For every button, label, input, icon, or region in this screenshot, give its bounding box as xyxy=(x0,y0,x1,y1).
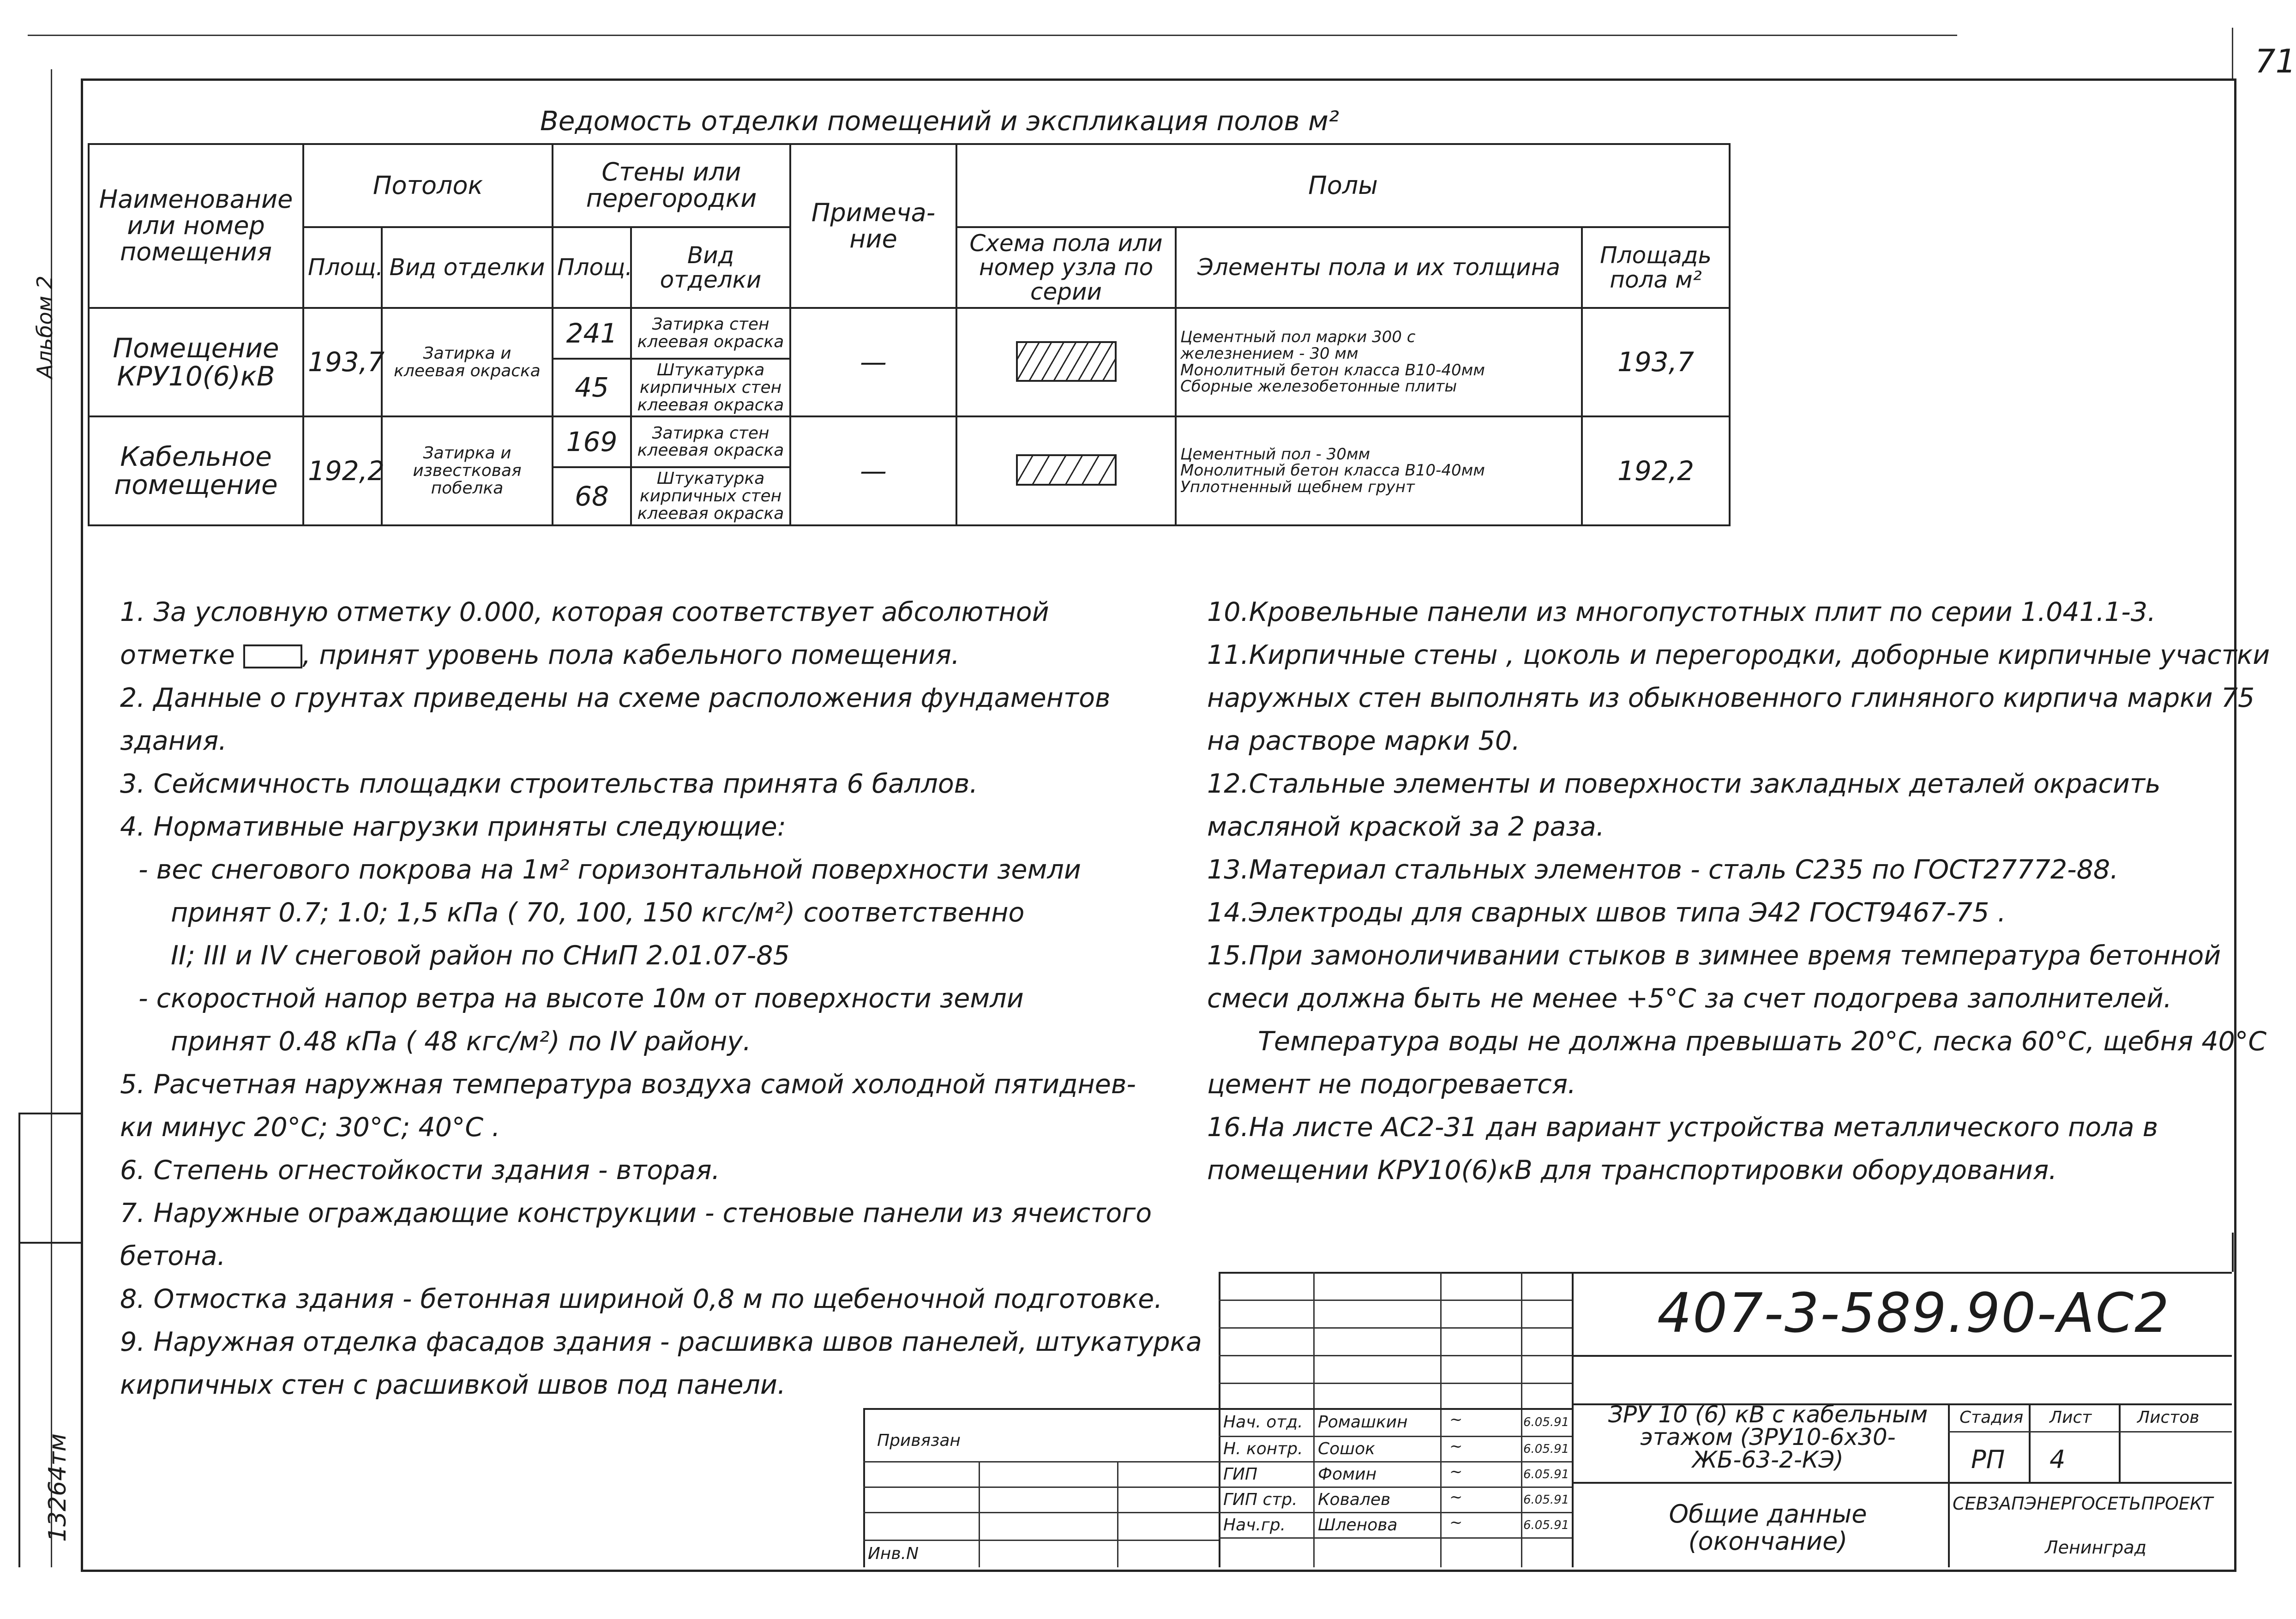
stamp-sheet-col xyxy=(2029,1403,2031,1482)
project-name: ЗРУ 10 (6) кВ с кабельным этажом (ЗРУ10-6х30-ЖБ-63-2-КЭ) xyxy=(1608,1401,1928,1473)
sig-col-3 xyxy=(1521,1272,1522,1567)
header-ceiling-finish: Вид отделки xyxy=(382,227,553,308)
finishing-schedule xyxy=(88,143,1729,526)
top-rule xyxy=(28,35,1957,36)
header-floor-elements: Элементы пола и их толщина xyxy=(1176,227,1582,308)
sig-col-2 xyxy=(1440,1272,1442,1567)
floor-element-line: Цементный пол марки 300 с xyxy=(1180,328,1416,347)
note-line: 13.Материал стальных элементов - сталь С235 по ГОСТ27772-88. xyxy=(1207,855,2119,885)
privyazan-row xyxy=(863,1487,1219,1488)
stamp-left xyxy=(1219,1272,1220,1567)
role-label: ГИП стр. xyxy=(1223,1490,1298,1509)
header-floor-area: Площадь пола м² xyxy=(1582,227,1730,308)
wall-finish: Затирка стен клеевая окраска xyxy=(631,416,790,467)
wall-area: 68 xyxy=(553,467,631,525)
table-row xyxy=(89,416,1730,467)
note-line: кирпичных стен с расшивкой швов под панели. xyxy=(120,1370,786,1400)
stamp-h4 xyxy=(1572,1482,1948,1484)
note-prefix: отметке xyxy=(120,640,235,670)
header-note: Примеча-ние xyxy=(790,144,956,308)
note-line: 15.При замоноличивании стыков в зимнее время температура бетонной xyxy=(1207,940,2221,971)
sheets-label: Листов xyxy=(2137,1408,2200,1427)
wall-finish: Штукатурка кирпичных стен клеевая окраска xyxy=(631,467,790,525)
role-label: Н. контр. xyxy=(1223,1439,1303,1458)
stamp-h3 xyxy=(1948,1482,2232,1484)
inventory-number: 13264тм xyxy=(44,1433,72,1542)
sig-row xyxy=(1219,1436,1572,1437)
sign-date: 6.05.91 xyxy=(1523,1415,1569,1429)
note-line: 5. Расчетная наружная температура воздуха самой холодной пятиднев- xyxy=(120,1069,1136,1100)
floor-element-line: Сборные железобетонные плиты xyxy=(1180,377,1457,396)
person-name: Шленова xyxy=(1318,1516,1398,1535)
wall-area: 241 xyxy=(553,308,631,359)
sig-row xyxy=(1219,1487,1572,1488)
person-name: Ромашкин xyxy=(1318,1413,1408,1432)
header-ceiling: Потолок xyxy=(303,144,553,227)
wall-area: 169 xyxy=(553,416,631,467)
note-line: 6. Степень огнестойкости здания - вторая. xyxy=(120,1155,720,1186)
note-line: 4. Нормативные нагрузки приняты следующие: xyxy=(120,812,786,842)
note-line: 9. Наружная отделка фасадов здания - расшивка швов панелей, штукатурка xyxy=(120,1327,1202,1357)
floor-element-line: Цементный пол - 30мм xyxy=(1180,445,1370,463)
stamp-corner xyxy=(2232,1233,2234,1272)
header-wall-area: Площ. xyxy=(553,227,631,308)
privyazan-row xyxy=(863,1540,1219,1541)
note-line: II; III и IV снеговой район по СНиП 2.01.07-85 xyxy=(171,940,790,971)
wall-finish: Затирка стен клеевая окраска xyxy=(631,308,790,359)
note-line: бетона. xyxy=(120,1241,226,1271)
page-number: 71 xyxy=(2255,42,2296,80)
left-strip-box-left xyxy=(18,1113,20,1567)
note-line: 2. Данные о грунтах приведены на схеме расположения фундаментов xyxy=(120,683,1111,713)
sign-date: 6.05.91 xyxy=(1523,1493,1569,1507)
floor-hatch-icon xyxy=(1016,454,1117,486)
sig-row xyxy=(1219,1327,1572,1329)
role-label: ГИП xyxy=(1223,1465,1258,1484)
header-floor-scheme: Схема пола или номер узла по серии xyxy=(956,227,1176,308)
ceiling-finish: Затирка и известковая побелка xyxy=(382,416,553,525)
stamp-right-col xyxy=(1572,1272,1574,1567)
floor-element-line: Монолитный бетон класса В10-40мм xyxy=(1180,361,1485,379)
sign-date: 6.05.91 xyxy=(1523,1518,1569,1532)
page-number-box-left xyxy=(2232,28,2233,78)
left-strip-box-mid xyxy=(18,1242,81,1244)
stage-label: Стадия xyxy=(1959,1408,2024,1427)
notes-right xyxy=(1207,591,2270,1192)
sig-row xyxy=(1219,1461,1572,1463)
note-line: принят 0.7; 1.0; 1,5 кПа ( 70, 100, 150 кгс/м²) соответственно xyxy=(171,897,1025,928)
note-line: 11.Кирпичные стены , цоколь и перегородки, доборные кирпичные участки xyxy=(1207,640,2270,670)
ceiling-finish: Затирка и клеевая окраска xyxy=(382,308,553,416)
note-line: принят 0.48 кПа ( 48 кгс/м²) по IV району. xyxy=(171,1026,751,1057)
privyazan-row xyxy=(863,1512,1219,1513)
note-line: - вес снегового покрова на 1м² горизонтальной поверхности земли xyxy=(138,855,1081,885)
header-ceiling-area: Площ. xyxy=(303,227,382,308)
header-walls: Стены или перегородки xyxy=(553,144,790,227)
signature: ~ xyxy=(1449,1463,1463,1481)
signature: ~ xyxy=(1449,1410,1463,1429)
sig-row xyxy=(1219,1383,1572,1384)
schedule-table xyxy=(88,143,1731,526)
floor-area: 192,2 xyxy=(1582,416,1730,525)
note-line: 14.Электроды для сварных швов типа Э42 ГОСТ9467-75 . xyxy=(1207,897,2006,928)
note-line: на растворе марки 50. xyxy=(1207,726,1521,756)
inventory-label: Инв.N xyxy=(868,1544,919,1563)
note-line: 10.Кровельные панели из многопустотных плит по серии 1.041.1-3. xyxy=(1207,597,2156,627)
note-line: помещении КРУ10(6)кВ для транспортировки оборудования. xyxy=(1207,1155,2057,1186)
stage-value: РП xyxy=(1971,1445,2005,1474)
note-line: 7. Наружные ограждающие конструкции - стеновые панели из ячеистого xyxy=(120,1198,1152,1228)
ceiling-area: 192,2 xyxy=(303,416,382,525)
wall-finish: Штукатурка кирпичных стен клеевая окраска xyxy=(631,359,790,416)
note-line: 1. За условную отметку 0.000, которая соответствует абсолютной xyxy=(120,597,1049,627)
sig-row xyxy=(1219,1300,1572,1301)
album-label: Альбом 2 xyxy=(32,275,57,379)
note-line: цемент не подогревается. xyxy=(1207,1069,1576,1100)
privyazan-col xyxy=(1117,1461,1118,1567)
sign-date: 6.05.91 xyxy=(1523,1468,1569,1481)
sheet-name: Общие данные (окончание) xyxy=(1669,1499,1867,1556)
note-line: здания. xyxy=(120,726,227,756)
floor-element-line: Монолитный бетон класса В10-40мм xyxy=(1180,461,1485,480)
header-wall-finish: Вид отделки xyxy=(631,227,790,308)
stamp-stage-row xyxy=(1948,1431,2232,1432)
note-line: 8. Отмостка здания - бетонная шириной 0,8 м по щебеночной подготовке. xyxy=(120,1284,1163,1314)
person-name: Фомин xyxy=(1318,1465,1377,1484)
stamp-code-bottom xyxy=(1572,1355,2232,1357)
floor-elements xyxy=(1176,308,1582,416)
signature: ~ xyxy=(1449,1488,1463,1506)
note-cell: — xyxy=(790,416,956,525)
floor-hatch-icon xyxy=(1016,341,1117,382)
privyazan-top xyxy=(863,1408,1219,1410)
sheet-value: 4 xyxy=(2050,1445,2066,1474)
floor-element-line: Уплотненный щебнем грунт xyxy=(1180,477,1415,496)
note-line: масляной краской за 2 раза. xyxy=(1207,812,1605,842)
left-strip-box-top xyxy=(18,1113,81,1114)
sig-row xyxy=(1219,1512,1572,1513)
note-line: ки минус 20°С; 30°С; 40°С . xyxy=(120,1112,500,1143)
signature: ~ xyxy=(1449,1513,1463,1532)
note-line: 12.Стальные элементы и поверхности закладных деталей окрасить xyxy=(1207,769,2161,799)
role-label: Нач. отд. xyxy=(1223,1413,1303,1432)
city: Ленинград xyxy=(2045,1537,2146,1558)
wall-area: 45 xyxy=(553,359,631,416)
floor-area: 193,7 xyxy=(1582,308,1730,416)
room-name: Кабельное помещение xyxy=(89,416,303,525)
signature: ~ xyxy=(1449,1437,1463,1456)
person-name: Сошок xyxy=(1318,1439,1375,1458)
note-line: Температура воды не должна превышать 20°С, песка 60°С, щебня 40°С xyxy=(1258,1026,2267,1057)
privyazan-label: Привязан xyxy=(877,1431,961,1450)
notes-left xyxy=(120,591,1202,1407)
privyazan-col xyxy=(979,1461,980,1567)
note-line: - скоростной напор ветра на высоте 10м от поверхности земли xyxy=(138,983,1024,1014)
role-label: Нач.гр. xyxy=(1223,1516,1286,1535)
floor-elements xyxy=(1176,416,1582,525)
note-line xyxy=(120,634,1202,677)
floor-scheme xyxy=(956,308,1176,416)
floor-scheme xyxy=(956,416,1176,525)
sign-date: 6.05.91 xyxy=(1523,1442,1569,1456)
organization: СЕВЗАПЭНЕРГОСЕТЬПРОЕКТ xyxy=(1953,1493,2213,1514)
sig-row xyxy=(1219,1537,1572,1539)
note-line: 3. Сейсмичность площадки строительства принята 6 баллов. xyxy=(120,769,978,799)
room-name: Помещение КРУ10(6)кВ xyxy=(89,308,303,416)
sig-row xyxy=(1219,1355,1572,1356)
note-line: 16.На листе АС2-31 дан вариант устройства металлического пола в xyxy=(1207,1112,2158,1143)
person-name: Ковалев xyxy=(1318,1490,1391,1509)
schedule-title: Ведомость отделки помещений и экспликация полов м² xyxy=(540,105,1340,137)
note-cell: — xyxy=(790,308,956,416)
note-cont: , принят уровень пола кабельного помещения. xyxy=(302,640,960,670)
note-line: смеси должна быть не менее +5°С за счет подогрева заполнителей. xyxy=(1207,983,2172,1014)
stamp-top xyxy=(1219,1272,2232,1274)
privyazan-row xyxy=(863,1461,1219,1463)
table-row xyxy=(89,308,1730,359)
sig-col-1 xyxy=(1313,1272,1315,1567)
floor-element-line: железнением - 30 мм xyxy=(1180,344,1358,363)
ceiling-area: 193,7 xyxy=(303,308,382,416)
stamp-name-col xyxy=(1948,1403,1950,1567)
sheet-label: Лист xyxy=(2050,1408,2092,1427)
note-line: наружных стен выполнять из обыкновенного глиняного кирпича марки 75 xyxy=(1207,683,2255,713)
stamp-sheets-col xyxy=(2119,1403,2121,1482)
elevation-box xyxy=(243,644,302,668)
document-code: 407-3-589.90-АС2 xyxy=(1657,1281,2170,1345)
sig-row xyxy=(1219,1408,1572,1410)
header-floors: Полы xyxy=(956,144,1730,227)
header-room: Наименование или номер помещения xyxy=(89,144,303,308)
